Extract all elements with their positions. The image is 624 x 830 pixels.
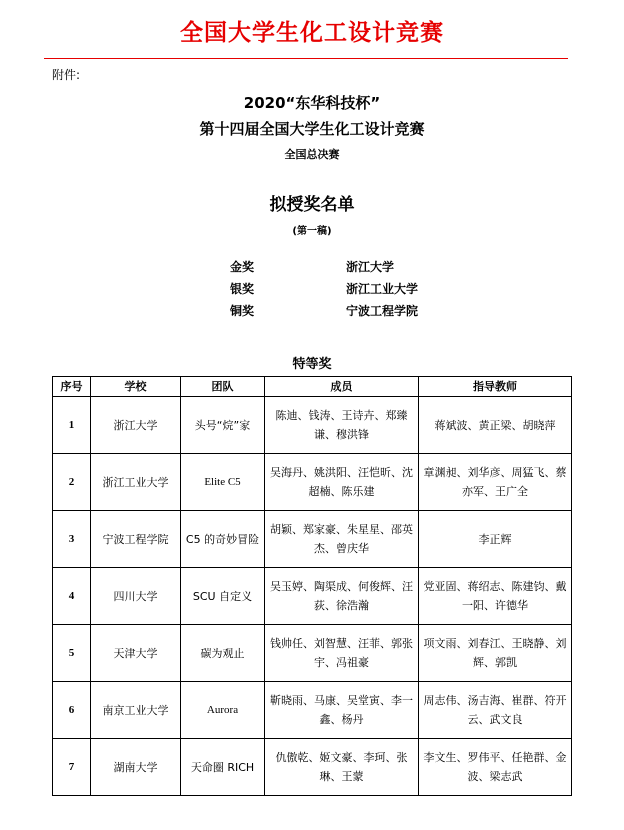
row-advisors: 蒋斌波、黄正梁、胡晓萍 bbox=[419, 397, 572, 454]
award-school: 浙江工业大学 bbox=[346, 281, 419, 296]
row-members: 胡颖、郑家豪、朱星星、邵英杰、曾庆华 bbox=[265, 511, 419, 568]
row-school: 天津大学 bbox=[91, 625, 181, 682]
event-title: 2020“东华科技杯” bbox=[243, 94, 381, 112]
award-summary bbox=[230, 255, 470, 321]
award-row-gold bbox=[230, 255, 470, 277]
row-number: 6 bbox=[53, 682, 91, 739]
table-row bbox=[53, 397, 572, 454]
row-members: 靳晓雨、马康、吴堂寅、李一鑫、杨丹 bbox=[265, 682, 419, 739]
row-team: Elite C5 bbox=[181, 454, 265, 511]
table-row bbox=[53, 568, 572, 625]
award-row-silver bbox=[230, 277, 470, 299]
row-advisors: 周志伟、汤吉海、崔群、符开云、武文良 bbox=[419, 682, 572, 739]
row-team: SCU 自定义 bbox=[181, 568, 265, 625]
row-advisors: 章渊昶、刘华彦、周猛飞、蔡亦军、王广全 bbox=[419, 454, 572, 511]
row-school: 南京工业大学 bbox=[91, 682, 181, 739]
list-title: 拟授奖名单 bbox=[269, 195, 355, 215]
header-team: 团队 bbox=[181, 377, 265, 397]
row-school: 宁波工程学院 bbox=[91, 511, 181, 568]
award-row-bronze bbox=[230, 299, 470, 321]
attachment-label: 附件: bbox=[52, 68, 81, 82]
award-school: 浙江大学 bbox=[346, 259, 395, 274]
row-members: 吴海丹、姚洪阳、汪恺昕、沈超楠、陈乐建 bbox=[265, 454, 419, 511]
row-team: Aurora bbox=[181, 682, 265, 739]
row-advisors: 李文生、罗伟平、任艳群、金波、梁志武 bbox=[419, 739, 572, 796]
competition-title: 第十四届全国大学生化工设计竞赛 bbox=[199, 120, 425, 138]
row-number: 1 bbox=[53, 397, 91, 454]
header-school: 学校 bbox=[91, 377, 181, 397]
table-row bbox=[53, 682, 572, 739]
award-label: 铜奖 bbox=[230, 303, 255, 318]
row-number: 5 bbox=[53, 625, 91, 682]
row-team: 头号“烷”家 bbox=[181, 397, 265, 454]
award-school: 宁波工程学院 bbox=[346, 303, 419, 318]
banner-title: 全国大学生化工设计竞赛 bbox=[180, 20, 444, 46]
row-school: 湖南大学 bbox=[91, 739, 181, 796]
row-members: 钱帅任、刘智慧、汪菲、郭张宇、冯祖豪 bbox=[265, 625, 419, 682]
header-advisors: 指导教师 bbox=[419, 377, 572, 397]
winners-table bbox=[52, 376, 572, 796]
row-team: C5 的奇妙冒险 bbox=[181, 511, 265, 568]
table-row bbox=[53, 625, 572, 682]
award-label: 金奖 bbox=[230, 259, 255, 274]
draft-label: (第一稿) bbox=[292, 226, 332, 237]
row-school: 四川大学 bbox=[91, 568, 181, 625]
row-members: 吴玉婷、陶渠成、何俊辉、汪荻、徐浩瀚 bbox=[265, 568, 419, 625]
final-label: 全国总决赛 bbox=[284, 148, 340, 161]
row-members: 仇傲乾、姬文豪、李珂、张琳、王蒙 bbox=[265, 739, 419, 796]
row-number: 3 bbox=[53, 511, 91, 568]
row-advisors: 项文雨、刘春江、王晓静、刘辉、郭凯 bbox=[419, 625, 572, 682]
table-row bbox=[53, 454, 572, 511]
row-number: 2 bbox=[53, 454, 91, 511]
row-number: 7 bbox=[53, 739, 91, 796]
row-advisors: 李正辉 bbox=[419, 511, 572, 568]
header-members: 成员 bbox=[265, 377, 419, 397]
row-members: 陈迪、钱涛、王诗卉、郑臻谦、穆洪锋 bbox=[265, 397, 419, 454]
table-header-row bbox=[53, 377, 572, 397]
row-school: 浙江大学 bbox=[91, 397, 181, 454]
header-divider bbox=[44, 58, 568, 59]
row-team: 天命圈 RICH bbox=[181, 739, 265, 796]
row-school: 浙江工业大学 bbox=[91, 454, 181, 511]
row-team: 碳为观止 bbox=[181, 625, 265, 682]
header-no: 序号 bbox=[53, 377, 91, 397]
table-row bbox=[53, 739, 572, 796]
row-number: 4 bbox=[53, 568, 91, 625]
row-advisors: 党亚固、蒋绍志、陈建钧、戴一阳、许德华 bbox=[419, 568, 572, 625]
special-prize-title: 特等奖 bbox=[292, 357, 332, 372]
table-row bbox=[53, 511, 572, 568]
award-label: 银奖 bbox=[230, 281, 255, 296]
